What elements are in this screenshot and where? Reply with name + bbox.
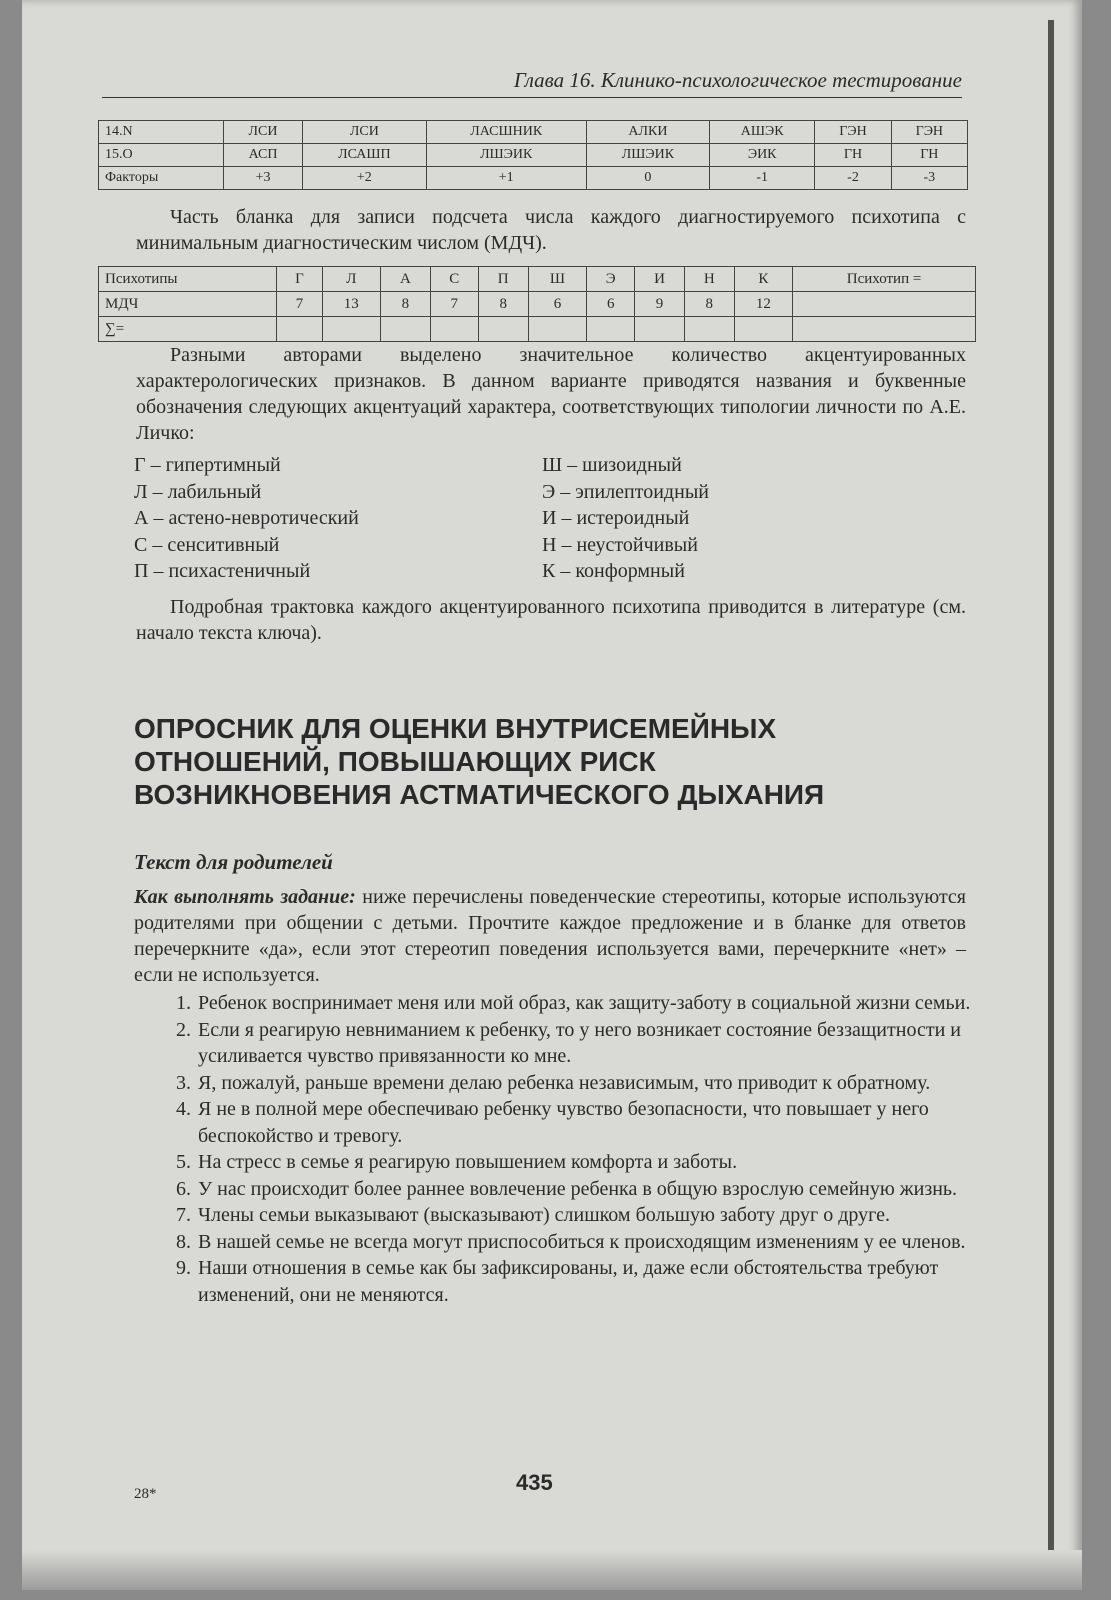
section-heading	[134, 712, 964, 811]
table-cell	[793, 317, 976, 342]
type-item: П – психастеничный	[134, 560, 311, 582]
running-head: Глава 16. Клинико-психологическое тестирование	[102, 68, 962, 98]
table-cell: АШЭК	[710, 121, 815, 144]
page-number: 435	[516, 1470, 553, 1495]
table-cell: +3	[223, 167, 302, 190]
type-item: И – истероидный	[542, 507, 690, 529]
table-cell	[322, 317, 380, 342]
table-cell: -2	[815, 167, 891, 190]
type-item: Л – лабильный	[134, 480, 262, 503]
factor-table	[98, 120, 968, 190]
table-cell	[734, 317, 792, 342]
table-cell: Э	[587, 267, 635, 292]
table-cell: 0	[586, 167, 709, 190]
table-cell: ЛСАШП	[303, 144, 427, 167]
table-cell: ГЭН	[891, 121, 967, 144]
statement-list	[172, 990, 992, 1308]
table-row	[99, 317, 976, 342]
statement-item: 8. В нашей семье не всегда могут приспособиться к происходящим изменениям у ее членов.	[196, 1229, 992, 1256]
table-cell: АЛКИ	[586, 121, 709, 144]
table-cell: 7	[430, 292, 478, 317]
statement-item: 2. Если я реагирую невниманием к ребенку, то у него возникает состояние беззащитности и усиливается чувство привязанности ко мне.	[196, 1017, 992, 1070]
table-cell: ЛСИ	[223, 121, 302, 144]
table-cell: Психотипы	[99, 267, 277, 292]
type-item: Г – гипертимный	[134, 454, 281, 476]
table-cell: -3	[891, 167, 967, 190]
statement-item: 9. Наши отношения в семье как бы зафиксированы, и, даже если обстоятельства требуют изменений, они не меняются.	[196, 1255, 992, 1308]
table-cell: 6	[528, 292, 587, 317]
table-cell: 13	[322, 292, 380, 317]
table-cell: +2	[303, 167, 427, 190]
table-cell: 15.О	[99, 144, 224, 167]
table-cell: ЛШЭИК	[586, 144, 709, 167]
table-cell: АСП	[223, 144, 302, 167]
table-cell: 9	[635, 292, 685, 317]
types-list-right	[542, 452, 709, 585]
table-cell: 7	[277, 292, 322, 317]
table-cell	[381, 317, 431, 342]
signature-mark: 28*	[134, 1486, 157, 1502]
table-cell: ГН	[891, 144, 967, 167]
table-cell: -1	[710, 167, 815, 190]
table-cell: 14.N	[99, 121, 224, 144]
table-cell: ЛШЭИК	[426, 144, 586, 167]
statement-item: 6. У нас происходит более раннее вовлечение ребенка в общую взрослую семейную жизнь.	[196, 1176, 992, 1203]
type-item: А – астено-невротический	[134, 507, 359, 529]
heading-line: ОПРОСНИК ДЛЯ ОЦЕНКИ ВНУТРИСЕМЕЙНЫХ	[134, 713, 777, 744]
table-cell	[684, 317, 734, 342]
table-cell	[277, 317, 322, 342]
type-item: Э – эпилептоидный	[542, 480, 709, 503]
instruction-lead: Как выполнять задание:	[134, 886, 356, 908]
statement-item: 4. Я не в полной мере обеспечиваю ребенку чувство безопасности, что повышает у него беспокойство и тревогу.	[196, 1096, 992, 1149]
instruction-paragraph	[134, 884, 966, 988]
table-cell: К	[734, 267, 792, 292]
table-cell: МДЧ	[99, 292, 277, 317]
table-cell: 6	[587, 292, 635, 317]
table-row	[99, 292, 976, 317]
statement-item: 3. Я, пожалуй, раньше времени делаю ребенка независимым, что приводит к обратному.	[196, 1070, 992, 1097]
table-cell: Л	[322, 267, 380, 292]
table-cell: П	[478, 267, 528, 292]
table-cell: С	[430, 267, 478, 292]
table-cell: ГН	[815, 144, 891, 167]
spine-shadow	[1048, 20, 1054, 1580]
table-row	[99, 267, 976, 292]
table-cell: 12	[734, 292, 792, 317]
table-cell: И	[635, 267, 685, 292]
statement-item: 1. Ребенок воспринимает меня или мой образ, как защиту-заботу в социальной жизни семьи.	[196, 990, 992, 1017]
book-page	[22, 0, 1082, 1590]
type-item: Н – неустойчивый	[542, 533, 698, 556]
mdch-table	[98, 266, 976, 342]
type-item: С – сенситивный	[134, 533, 280, 556]
type-item: Ш – шизоидный	[542, 454, 682, 476]
mdch-caption: Часть бланка для записи подсчета числа каждого диагностируемого психотипа с минимальным диагностическим числом (МДЧ).	[136, 206, 966, 254]
type-item: К – конформный	[542, 560, 685, 582]
instruction-text: ниже перечислены поведенческие стереотипы, которые используются родителями при общении с детьми. Прочтите каждое предложение и в бланке для ответов перечеркните «да», если этот стереотип поведения используется вами, перечеркните «нет» – если не используется.	[134, 886, 966, 986]
table-cell: ЛСИ	[303, 121, 427, 144]
intro-paragraph: Разными авторами выделено значительное количество акцентуированных характерологических признаков. В данном варианте приводятся названия и буквенные обозначения следующих акцентуаций характера, соответствующих типологии личности по А.Е. Личко:	[136, 344, 966, 444]
table-cell: 8	[684, 292, 734, 317]
table-cell: Г	[277, 267, 322, 292]
table-cell: ГЭН	[815, 121, 891, 144]
table-cell: ∑=	[99, 317, 277, 342]
heading-line: ВОЗНИКНОВЕНИЯ АСТМАТИЧЕСКОГО ДЫХАНИЯ	[134, 779, 825, 810]
table-cell	[528, 317, 587, 342]
table-cell: Ш	[528, 267, 587, 292]
statement-item: 5. На стресс в семье я реагирую повышением комфорта и заботы.	[196, 1149, 992, 1176]
types-list-left	[134, 452, 359, 585]
statement-item: 7. Члены семьи выказывают (высказывают) слишком большую заботу друг о друге.	[196, 1202, 992, 1229]
table-cell	[793, 292, 976, 317]
table-cell: ЭИК	[710, 144, 815, 167]
table-cell: 8	[478, 292, 528, 317]
table-cell: Психотип =	[793, 267, 976, 292]
table-cell: ЛАСШНИК	[426, 121, 586, 144]
table-cell	[430, 317, 478, 342]
table-cell: +1	[426, 167, 586, 190]
detail-paragraph: Подробная трактовка каждого акцентуированного психотипа приводится в литературе (см. начало текста ключа).	[136, 596, 966, 644]
table-cell	[587, 317, 635, 342]
table-cell: 8	[381, 292, 431, 317]
table-row	[99, 167, 968, 190]
table-row	[99, 121, 968, 144]
table-row	[99, 144, 968, 167]
table-cell: А	[381, 267, 431, 292]
subheading: Текст для родителей	[134, 850, 333, 874]
heading-line: ОТНОШЕНИЙ, ПОВЫШАЮЩИХ РИСК	[134, 746, 656, 777]
table-cell	[478, 317, 528, 342]
bottom-shadow	[22, 1550, 1082, 1590]
table-cell: Н	[684, 267, 734, 292]
table-cell: Факторы	[99, 167, 224, 190]
table-cell	[635, 317, 685, 342]
